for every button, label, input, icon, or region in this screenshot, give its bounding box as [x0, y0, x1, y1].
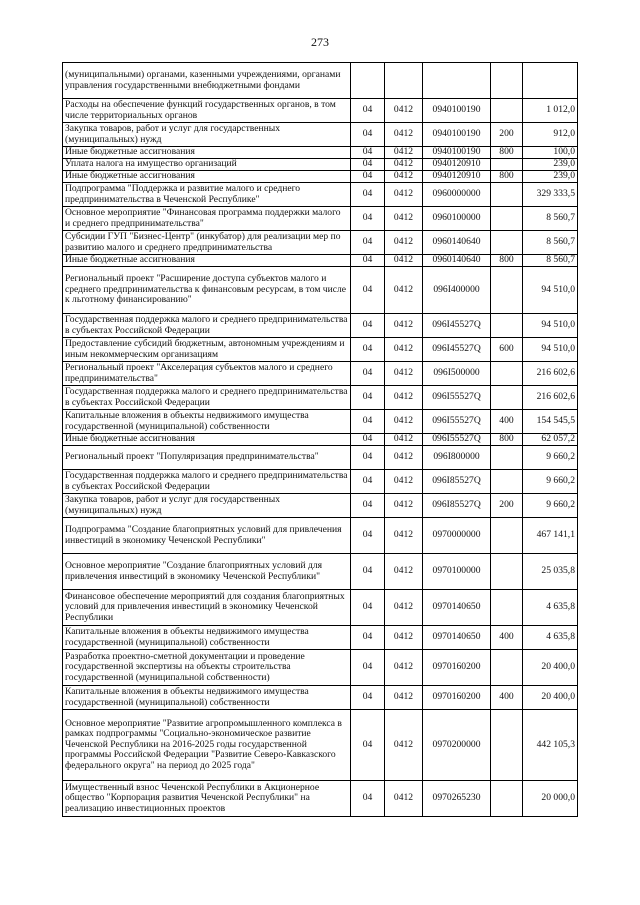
row-target-article: 096I45527Q [423, 314, 491, 338]
row-subsection: 0412 [385, 446, 423, 470]
row-amount: 4 635,8 [523, 626, 578, 650]
row-section: 04 [351, 446, 385, 470]
table-row [63, 710, 578, 781]
row-section: 04 [351, 410, 385, 434]
row-name: Государственная поддержка малого и среднего предпринимательства в субъектах Российской Федерации [63, 314, 351, 338]
row-expense-type: 200 [491, 494, 523, 518]
row-target-article: 096I45527Q [423, 338, 491, 362]
row-target-article: 0940120910 [423, 159, 491, 171]
row-amount: 100,0 [523, 147, 578, 159]
row-subsection: 0412 [385, 386, 423, 410]
row-subsection: 0412 [385, 781, 423, 817]
row-name: Подпрограмма "Поддержка и развитие малого и среднего предпринимательства в Чеченской Республике" [63, 183, 351, 207]
row-name: (муниципальными) органами, казенными учреждениями, органами управления государственными внебюджетными фондами [63, 63, 351, 99]
row-target-article: 096I55527Q [423, 434, 491, 446]
row-amount [523, 63, 578, 99]
row-subsection: 0412 [385, 710, 423, 781]
row-name: Государственная поддержка малого и среднего предпринимательства в субъектах Российской Федерации [63, 386, 351, 410]
row-subsection: 0412 [385, 267, 423, 314]
row-name: Иные бюджетные ассигнования [63, 255, 351, 267]
row-expense-type [491, 267, 523, 314]
table-row [63, 410, 578, 434]
row-target-article: 0960140640 [423, 255, 491, 267]
row-amount: 94 510,0 [523, 338, 578, 362]
row-target-article: 0960000000 [423, 183, 491, 207]
row-amount: 94 510,0 [523, 267, 578, 314]
row-name: Основное мероприятие "Финансовая программа поддержки малого и среднего предпринимательства" [63, 207, 351, 231]
row-name: Иные бюджетные ассигнования [63, 434, 351, 446]
row-section: 04 [351, 159, 385, 171]
table-row [63, 255, 578, 267]
row-name: Финансовое обеспечение мероприятий для создания благоприятных условий для привлечения инвестиций в экономику Чеченской Республики [63, 590, 351, 626]
row-expense-type [491, 159, 523, 171]
row-amount: 1 012,0 [523, 99, 578, 123]
row-amount: 442 105,3 [523, 710, 578, 781]
table-row [63, 470, 578, 494]
table-row [63, 183, 578, 207]
row-section: 04 [351, 781, 385, 817]
row-subsection: 0412 [385, 159, 423, 171]
row-section: 04 [351, 314, 385, 338]
row-expense-type [491, 63, 523, 99]
row-target-article: 096I85527Q [423, 494, 491, 518]
row-target-article: 0940120910 [423, 171, 491, 183]
row-section: 04 [351, 710, 385, 781]
row-name: Региональный проект "Расширение доступа субъектов малого и среднего предпринимательства к финансовым ресурсам, в том числе к льготному финансированию" [63, 267, 351, 314]
row-section [351, 63, 385, 99]
table-row [63, 494, 578, 518]
row-subsection: 0412 [385, 626, 423, 650]
row-name: Капитальные вложения в объекты недвижимого имущества государственной (муниципальной) собственности [63, 686, 351, 710]
table-row [63, 159, 578, 171]
row-subsection: 0412 [385, 590, 423, 626]
row-expense-type: 600 [491, 338, 523, 362]
row-amount: 8 560,7 [523, 207, 578, 231]
row-expense-type [491, 590, 523, 626]
row-target-article: 096I500000 [423, 362, 491, 386]
row-amount: 8 560,7 [523, 255, 578, 267]
row-section: 04 [351, 267, 385, 314]
table-row [63, 171, 578, 183]
budget-table [62, 62, 578, 817]
row-name: Иные бюджетные ассигнования [63, 147, 351, 159]
row-expense-type [491, 314, 523, 338]
row-subsection [385, 63, 423, 99]
table-row [63, 386, 578, 410]
row-amount: 239,0 [523, 171, 578, 183]
row-name: Субсидии ГУП "Бизнес-Центр" (инкубатор) для реализации мер по развитию малого и среднего предпринимательства [63, 231, 351, 255]
row-expense-type: 800 [491, 255, 523, 267]
row-expense-type [491, 710, 523, 781]
row-name: Капитальные вложения в объекты недвижимого имущества государственной (муниципальной) собственности [63, 626, 351, 650]
row-section: 04 [351, 686, 385, 710]
row-subsection: 0412 [385, 183, 423, 207]
row-amount: 4 635,8 [523, 590, 578, 626]
row-section: 04 [351, 590, 385, 626]
row-subsection: 0412 [385, 362, 423, 386]
row-expense-type [491, 183, 523, 207]
row-subsection: 0412 [385, 147, 423, 159]
row-amount: 9 660,2 [523, 470, 578, 494]
table-row [63, 650, 578, 686]
row-target-article: 096I400000 [423, 267, 491, 314]
row-amount: 239,0 [523, 159, 578, 171]
row-expense-type [491, 446, 523, 470]
row-expense-type: 400 [491, 410, 523, 434]
table-row [63, 362, 578, 386]
table-row [63, 123, 578, 147]
table-row [63, 626, 578, 650]
row-subsection: 0412 [385, 255, 423, 267]
row-name: Региональный проект "Акселерация субъектов малого и среднего предпринимательства" [63, 362, 351, 386]
row-subsection: 0412 [385, 314, 423, 338]
table-row [63, 231, 578, 255]
row-subsection: 0412 [385, 686, 423, 710]
row-target-article: 0970100000 [423, 554, 491, 590]
row-subsection: 0412 [385, 518, 423, 554]
row-expense-type [491, 781, 523, 817]
row-target-article: 0970140650 [423, 590, 491, 626]
row-amount: 8 560,7 [523, 231, 578, 255]
row-amount: 154 545,5 [523, 410, 578, 434]
row-name: Государственная поддержка малого и среднего предпринимательства в субъектах Российской Федерации [63, 470, 351, 494]
row-amount: 9 660,2 [523, 494, 578, 518]
row-section: 04 [351, 518, 385, 554]
row-section: 04 [351, 554, 385, 590]
table-row [63, 434, 578, 446]
row-expense-type: 800 [491, 434, 523, 446]
row-expense-type [491, 362, 523, 386]
table-row [63, 147, 578, 159]
table-row [63, 446, 578, 470]
row-name: Иные бюджетные ассигнования [63, 171, 351, 183]
row-amount: 20 400,0 [523, 686, 578, 710]
row-amount: 62 057,2 [523, 434, 578, 446]
row-name: Подпрограмма "Создание благоприятных условий для привлечения инвестиций в экономику Чеченской Республики" [63, 518, 351, 554]
row-subsection: 0412 [385, 470, 423, 494]
table-row [63, 267, 578, 314]
row-section: 04 [351, 171, 385, 183]
row-expense-type: 400 [491, 626, 523, 650]
row-target-article: 096I800000 [423, 446, 491, 470]
table-row [63, 590, 578, 626]
row-section: 04 [351, 231, 385, 255]
row-expense-type [491, 207, 523, 231]
row-subsection: 0412 [385, 123, 423, 147]
budget-table-body [63, 63, 578, 817]
row-section: 04 [351, 434, 385, 446]
row-section: 04 [351, 386, 385, 410]
row-section: 04 [351, 147, 385, 159]
row-amount: 329 333,5 [523, 183, 578, 207]
row-expense-type: 800 [491, 147, 523, 159]
row-subsection: 0412 [385, 410, 423, 434]
row-expense-type: 400 [491, 686, 523, 710]
row-section: 04 [351, 362, 385, 386]
row-section: 04 [351, 123, 385, 147]
row-target-article: 096I55527Q [423, 386, 491, 410]
row-expense-type [491, 386, 523, 410]
row-expense-type: 200 [491, 123, 523, 147]
row-expense-type [491, 554, 523, 590]
row-amount: 94 510,0 [523, 314, 578, 338]
row-name: Основное мероприятие "Создание благоприятных условий для привлечения инвестиций в экономику Чеченской Республики" [63, 554, 351, 590]
row-section: 04 [351, 650, 385, 686]
row-target-article: 0940100190 [423, 147, 491, 159]
row-name: Разработка проектно-сметной документации и проведение государственной экспертизы на объекты строительства государственной (муниципальной собственности) [63, 650, 351, 686]
table-row [63, 781, 578, 817]
row-section: 04 [351, 494, 385, 518]
table-row [63, 338, 578, 362]
row-subsection: 0412 [385, 231, 423, 255]
row-amount: 216 602,6 [523, 362, 578, 386]
row-amount: 912,0 [523, 123, 578, 147]
row-target-article: 0940100190 [423, 99, 491, 123]
row-expense-type: 800 [491, 171, 523, 183]
row-subsection: 0412 [385, 338, 423, 362]
row-expense-type [491, 231, 523, 255]
page-number: 273 [311, 35, 329, 49]
row-section: 04 [351, 338, 385, 362]
row-section: 04 [351, 207, 385, 231]
table-row [63, 554, 578, 590]
row-target-article: 096I55527Q [423, 410, 491, 434]
row-subsection: 0412 [385, 207, 423, 231]
row-name: Закупка товаров, работ и услуг для государственных (муниципальных) нужд [63, 494, 351, 518]
row-target-article: 0940100190 [423, 123, 491, 147]
table-row [63, 314, 578, 338]
row-subsection: 0412 [385, 494, 423, 518]
row-target-article: 0960100000 [423, 207, 491, 231]
row-target-article [423, 63, 491, 99]
row-subsection: 0412 [385, 99, 423, 123]
row-target-article: 0970160200 [423, 686, 491, 710]
row-target-article: 0970160200 [423, 650, 491, 686]
row-target-article: 0970200000 [423, 710, 491, 781]
row-name: Региональный проект "Популяризация предпринимательства" [63, 446, 351, 470]
row-amount: 216 602,6 [523, 386, 578, 410]
row-amount: 20 000,0 [523, 781, 578, 817]
row-name: Имущественный взнос Чеченской Республики в Акционерное общество "Корпорация развития Чеченской Республики" на реализацию инвестиционных проектов [63, 781, 351, 817]
row-name: Расходы на обеспечение функций государственных органов, в том числе территориальных органов [63, 99, 351, 123]
row-subsection: 0412 [385, 554, 423, 590]
row-name: Уплата налога на имущество организаций [63, 159, 351, 171]
table-row [63, 63, 578, 99]
row-subsection: 0412 [385, 434, 423, 446]
row-section: 04 [351, 99, 385, 123]
row-target-article: 0970265230 [423, 781, 491, 817]
row-amount: 9 660,2 [523, 446, 578, 470]
row-target-article: 0970000000 [423, 518, 491, 554]
row-section: 04 [351, 626, 385, 650]
row-section: 04 [351, 470, 385, 494]
row-subsection: 0412 [385, 650, 423, 686]
row-name: Капитальные вложения в объекты недвижимого имущества государственной (муниципальной) собственности [63, 410, 351, 434]
table-row [63, 99, 578, 123]
row-expense-type [491, 470, 523, 494]
row-name: Закупка товаров, работ и услуг для государственных (муниципальных) нужд [63, 123, 351, 147]
row-name: Основное мероприятие "Развитие агропромышленного комплекса в рамках подпрограммы "Социально-экономическое развитие Чеченской Республики на 2016-2025 годы государственной программы Российской Федерации "Развитие Северо-Кавказского федерального округа" на период до 2025 года" [63, 710, 351, 781]
row-amount: 20 400,0 [523, 650, 578, 686]
table-row [63, 207, 578, 231]
row-name: Предоставление субсидий бюджетным, автономным учреждениям и иным некоммерческим организациям [63, 338, 351, 362]
row-section: 04 [351, 183, 385, 207]
row-subsection: 0412 [385, 171, 423, 183]
row-target-article: 0960140640 [423, 231, 491, 255]
row-expense-type [491, 518, 523, 554]
table-row [63, 686, 578, 710]
row-amount: 25 035,8 [523, 554, 578, 590]
row-amount: 467 141,1 [523, 518, 578, 554]
row-target-article: 0970140650 [423, 626, 491, 650]
row-expense-type [491, 99, 523, 123]
table-row [63, 518, 578, 554]
row-section: 04 [351, 255, 385, 267]
row-target-article: 096I85527Q [423, 470, 491, 494]
row-expense-type [491, 650, 523, 686]
